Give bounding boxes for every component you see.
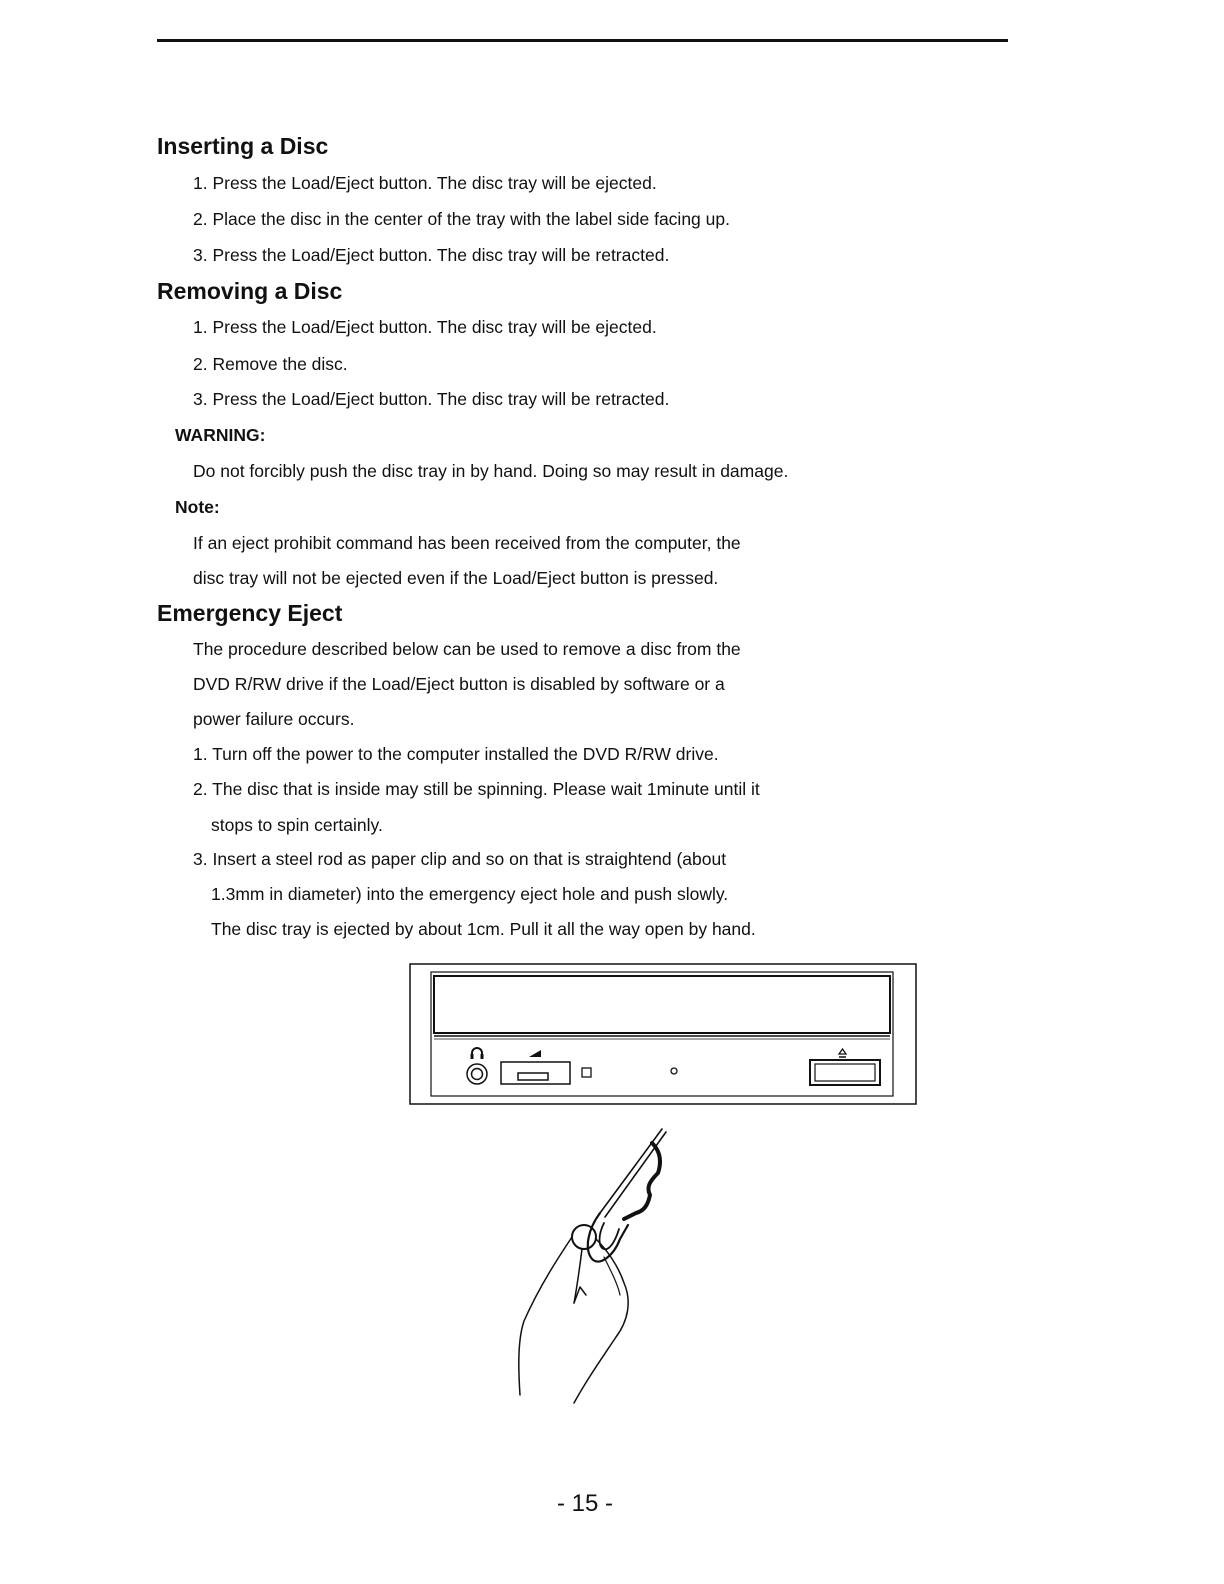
emergency-step-1: 1. Turn off the power to the computer installed the DVD R/RW drive. (193, 744, 719, 764)
inserting-step-2: 2. Place the disc in the center of the tray with the label side facing up. (193, 209, 730, 229)
volume-slider-knob (518, 1073, 548, 1080)
heading-emergency-eject: Emergency Eject (157, 600, 343, 626)
page-number: - 15 - (556, 1490, 613, 1517)
disc-tray-door (434, 976, 890, 1033)
top-rule (157, 39, 1008, 42)
emergency-step-3: 3. Insert a steel rod as paper clip and so on that is straightend (about (193, 849, 727, 869)
dvd-drive-front-panel-illustration (409, 963, 919, 1108)
emergency-step-2: 2. The disc that is inside may still be spinning. Please wait 1minute until it (193, 779, 760, 799)
hand-holding-paper-clip-illustration (500, 1125, 680, 1410)
headphone-jack-inner (472, 1069, 483, 1080)
removing-step-2: 2. Remove the disc. (193, 354, 348, 374)
emergency-step-3-cont-2: The disc tray is ejected by about 1cm. Pull it all the way open by hand. (211, 919, 756, 939)
heading-inserting-disc: Inserting a Disc (157, 133, 329, 159)
inserting-step-3: 3. Press the Load/Eject button. The disc tray will be retracted. (193, 245, 670, 265)
headphone-icon (471, 1048, 484, 1059)
emergency-intro-line-2: DVD R/RW drive if the Load/Eject button is disabled by software or a (193, 674, 725, 694)
headphone-jack (467, 1064, 487, 1084)
volume-icon (529, 1050, 541, 1057)
removing-step-3: 3. Press the Load/Eject button. The disc tray will be retracted. (193, 389, 670, 409)
heading-removing-disc: Removing a Disc (157, 278, 343, 304)
warning-label: WARNING: (175, 425, 266, 445)
busy-indicator (582, 1068, 591, 1077)
emergency-step-2-cont: stops to spin certainly. (211, 815, 383, 835)
inserting-step-1: 1. Press the Load/Eject button. The disc tray will be ejected. (193, 173, 657, 193)
hand-holding-paper-clip-icon (519, 1129, 666, 1403)
load-eject-button-inner (815, 1064, 875, 1081)
removing-step-1: 1. Press the Load/Eject button. The disc tray will be ejected. (193, 317, 657, 337)
emergency-intro-line-3: power failure occurs. (193, 709, 355, 729)
emergency-step-3-cont-1: 1.3mm in diameter) into the emergency eject hole and push slowly. (211, 884, 729, 904)
note-line-2: disc tray will not be ejected even if the Load/Eject button is pressed. (193, 568, 719, 588)
warning-text: Do not forcibly push the disc tray in by hand. Doing so may result in damage. (193, 461, 789, 481)
note-line-1: If an eject prohibit command has been received from the computer, the (193, 533, 741, 553)
emergency-eject-hole (671, 1068, 677, 1074)
emergency-intro-line-1: The procedure described below can be used to remove a disc from the (193, 639, 741, 659)
eject-icon (839, 1049, 846, 1057)
note-label: Note: (175, 497, 220, 517)
